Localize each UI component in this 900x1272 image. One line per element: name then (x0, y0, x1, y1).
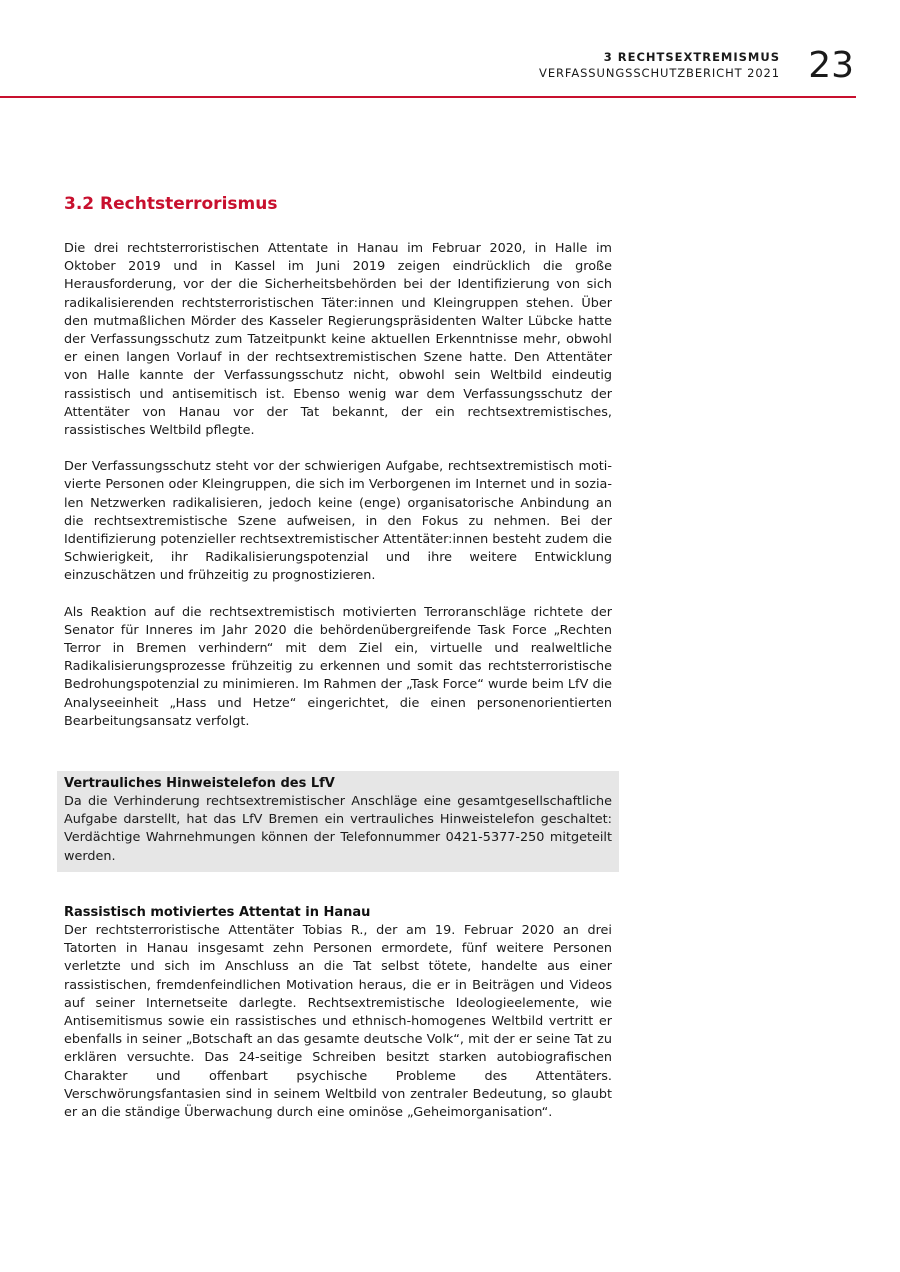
infobox-text: Da die Verhinderung rechtsextremistischer Anschläge eine gesamtgesellschaftliche Aufgabe darstellt, hat das LfV Bremen ein vertrauliches Hinweistelefon geschaltet: Verdächtige Wahrnehmungen können der Telefonnummer 0421-5377-250 mitgeteilt werden. (64, 794, 612, 864)
paragraph-task: Der Verfassungsschutz steht vor der schwierigen Aufgabe, rechtsextremistisch motivierte Personen oder Kleingruppen, die sich im Verborgenen im Internet und in sozialen Netzwerken radikalisieren, jedoch keine (enge) organisatorische Anbindung an die rechtsextremistische Szene aufweisen, in den Fokus zu nehmen. Bei der Identifizierung potenzieller rechtsextremistischer Attentäter:innen besteht zudem die Schwierigkeit, ihr Radikalisierungspotenzial und ihre weitere Entwicklung einzuschätzen und frühzeitig zu prognostizieren. (64, 459, 612, 584)
section-title: 3.2 Rechtsterrorismus (64, 194, 278, 214)
hotline-infobox (57, 771, 619, 872)
page-header (0, 0, 856, 98)
case-title: Rassistisch motiviertes Attentat in Hanau (64, 904, 371, 920)
infobox-title: Vertrauliches Hinweistelefon des LfV (64, 776, 335, 792)
report-title: VERFASSUNGSSCHUTZBERICHT 2021 (539, 66, 780, 80)
page-number: 23 (808, 45, 854, 86)
main-content (64, 192, 612, 1122)
running-header (539, 50, 780, 81)
paragraph-task-force: Als Reaktion auf die rechtsextremistisch motivierten Terroranschläge richtete der Senator für Inneres im Jahr 2020 die behördenübergreifende Task Force „Rechten Terror in Bremen verhindern“ mit dem Ziel ein, virtuelle und realweltliche Radikalisierungsprozesse frühzeitig zu erkennen und somit das rechtsterroristische Bedrohungspotenzial zu minimieren. Im Rahmen der „Task Force“ wurde beim LfV die Analyseeinheit „Hass und Hetze“ eingerichtet, die einen personenorientierten Bearbeitungsansatz verfolgt. (64, 604, 612, 729)
paragraph-attacks: Die drei rechtsterroristischen Attentate in Hanau im Februar 2020, in Halle im Oktober 2019 und in Kassel im Juni 2019 zeigen eindrücklich die große Herausforderung, vor der die Sicherheitsbehörden bei der Identifizierung von sich radikalisierenden rechtsterroristischen Täter:innen und Kleingruppen stehen. Über den mutmaßlichen Mörder des Kasseler Regierungspräsidenten Walter Lübcke hatte der Verfassungsschutz zum Tatzeitpunkt keine aktuellen Erkenntnisse mehr, obwohl er einen langen Vorlauf in der rechtsextremistischen Szene hatte. Den Attentäter von Halle kannte der Verfassungsschutz nicht, obwohl sein Weltbild eindeutig rassistisch und antisemitisch ist. Ebenso wenig war dem Verfassungsschutz der Attentäter von Hanau vor der Tat bekannt, der ein rechtsextremistisches, rassistisches Weltbild pflegte. (64, 241, 612, 439)
hanau-case-box (64, 904, 612, 1122)
case-text: Der rechtsterroristische Attentäter Tobias R., der am 19. Februar 2020 an drei Tatorten in Hanau insgesamt zehn Personen ermordete, fünf weitere Personen verletzte und sich im Anschluss an die Tat selbst tötete, handelte aus einer rassistischen, fremdenfeindlichen Motivation heraus, die er in Beiträgen und Videos auf seiner Internetseite darlegte. Rechtsextremistische Ideologieelemente, wie Antisemitismus sowie ein rassistisches und ethnisch-homogenes Weltbild vertritt er ebenfalls in seiner „Botschaft an das gesamte deutsche Volk“, mit der er seine Tat zu erklären versuchte. Das 24-seitige Schreiben besitzt starken autobiografischen Charakter und offenbart psychische Probleme des Attentäters. Verschwörungsfantasien sind in seinem Weltbild von zentraler Bedeutung, so glaubt er an die ständige Überwachung durch eine ominöse „Geheimorganisation“. (64, 922, 612, 1120)
chapter-title: 3 RECHTSEXTREMISMUS (603, 50, 780, 64)
